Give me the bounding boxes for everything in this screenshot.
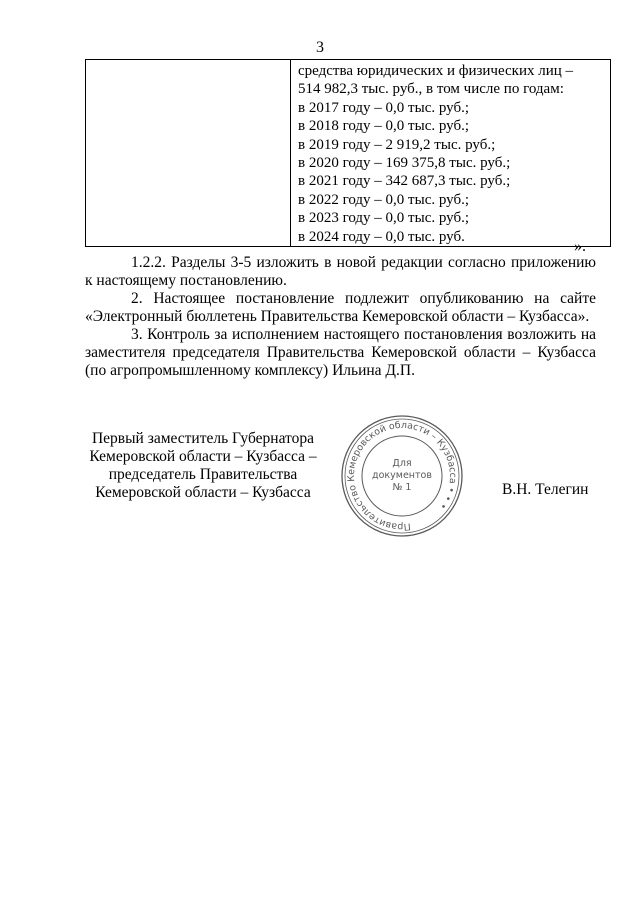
signature-title-line: Кемеровской области – Кузбасса bbox=[95, 484, 311, 501]
seal-center-line: № 1 bbox=[392, 482, 412, 493]
funding-line: в 2018 году – 0,0 тыс. руб.; bbox=[298, 118, 470, 135]
official-seal bbox=[340, 414, 464, 538]
seal-center-line: документов bbox=[372, 470, 432, 481]
funding-line: в 2020 году – 169 375,8 тыс. руб.; bbox=[298, 155, 511, 172]
body-text bbox=[85, 254, 596, 380]
signature-title bbox=[88, 430, 318, 502]
paragraph-control: 3. Контроль за исполнением настоящего постановления возложить на заместителя председателя Правительства Кемеровской области – Кузбасса (по агропромышленному комплексу) Ильина Д.П. bbox=[85, 326, 596, 379]
table-cell-empty bbox=[86, 60, 291, 247]
seal-center-line: Для bbox=[392, 458, 412, 469]
signature-title-line: председатель Правительства bbox=[108, 466, 298, 483]
funding-line: средства юридических и физических лиц – bbox=[298, 63, 574, 79]
table-cell-funding bbox=[291, 60, 611, 247]
paragraph-sections: 1.2.2. Разделы 3-5 изложить в новой редакции согласно приложению к настоящему постановлению. bbox=[85, 254, 596, 289]
funding-line: в 2023 году – 0,0 тыс. руб.; bbox=[298, 210, 470, 227]
signature-title-line: Кемеровской области – Кузбасса – bbox=[89, 448, 317, 465]
table-row bbox=[86, 60, 611, 247]
funding-line: в 2017 году – 0,0 тыс. руб.; bbox=[298, 99, 470, 116]
paragraph-publication: 2. Настоящее постановление подлежит опубликованию на сайте «Электронный бюллетень Правительства Кемеровской области – Кузбасса». bbox=[85, 290, 596, 325]
funding-table bbox=[85, 59, 611, 247]
funding-line: в 2021 году – 342 687,3 тыс. руб.; bbox=[298, 173, 511, 190]
funding-line: в 2024 году – 0,0 тыс. руб. bbox=[298, 228, 465, 245]
signer-name: В.Н. Телегин bbox=[502, 481, 589, 498]
funding-line: 514 982,3 тыс. руб., в том числе по годам: bbox=[298, 81, 564, 98]
seal-graphic bbox=[340, 414, 464, 538]
signature-title-line: Первый заместитель Губернатора bbox=[91, 430, 315, 447]
page-number: 3 bbox=[316, 39, 324, 56]
closing-quote: ». bbox=[574, 238, 586, 255]
funding-line: в 2022 году – 0,0 тыс. руб.; bbox=[298, 191, 470, 208]
funding-line: в 2019 году – 2 919,2 тыс. руб.; bbox=[298, 136, 496, 153]
seal-ring-text: Правительство Кемеровской области – Кузбасса • • • bbox=[345, 419, 459, 533]
